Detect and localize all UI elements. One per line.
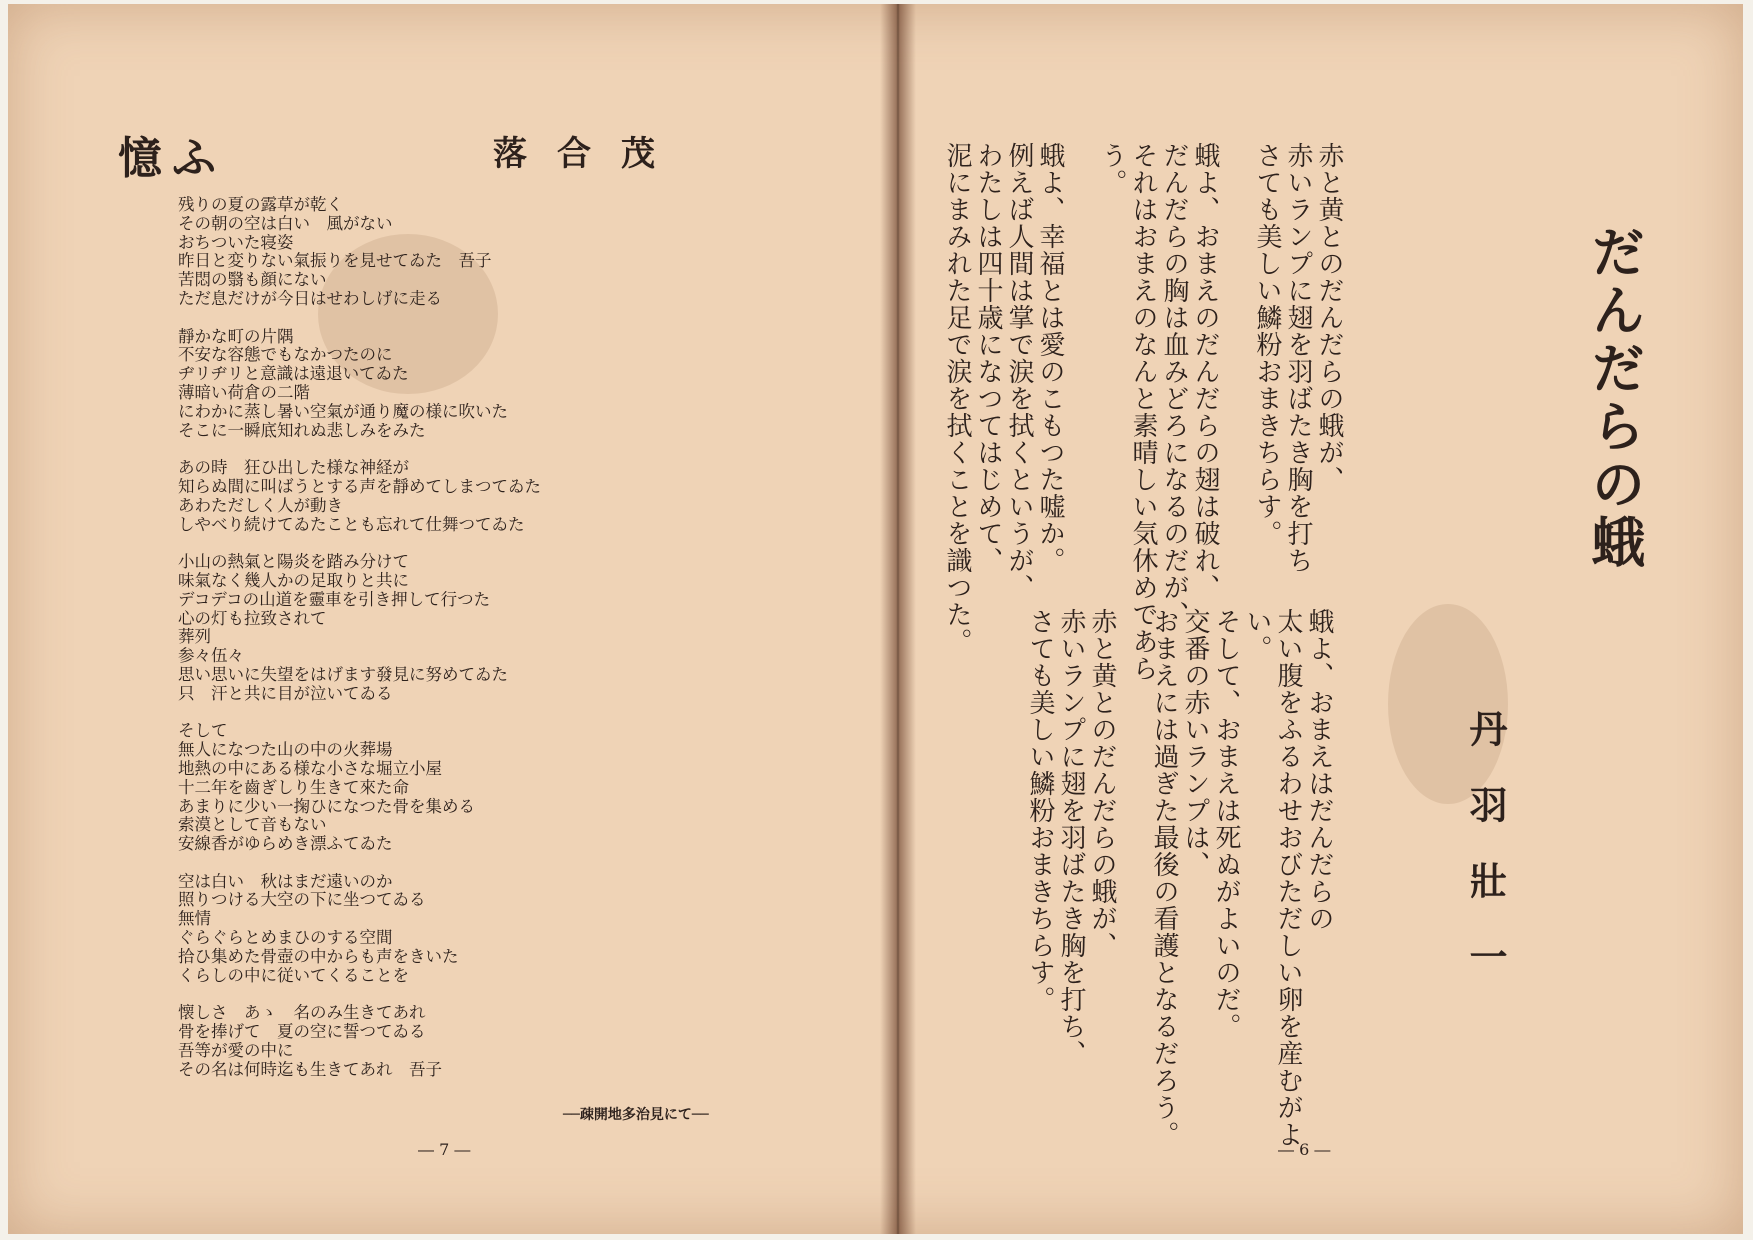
book-spread xyxy=(8,4,1743,1234)
poem-line: その名は何時迄も生きてあれ 吾子 xyxy=(178,1059,442,1079)
poem-line: 索漠として音もない xyxy=(178,815,327,835)
poem-line: 不安な容態でもなかつたのに xyxy=(178,345,393,365)
poem-stanza xyxy=(178,196,798,309)
poem-stanza xyxy=(178,1004,798,1079)
poem-author-right: 丹羽壯一 xyxy=(1463,709,1507,1013)
right-page xyxy=(916,4,1743,1234)
poem-stanza xyxy=(178,722,798,854)
poem-column: さても美しい鱗粉おまきちらす。 xyxy=(1025,608,1055,1013)
poem-line: 照りつける大空の下に坐つてゐる xyxy=(178,890,426,910)
poem-column: 蛾よ、幸福とは愛のこもつた嘘か。 xyxy=(1035,142,1065,574)
poem-line: 只 汗と共に目が泣いてゐる xyxy=(178,683,393,703)
poem-title-right: だんだらの蛾 xyxy=(1583,224,1646,572)
poem-line: 味氣なく幾人かの足取りと共に xyxy=(178,570,409,590)
poem-column: 赤と黄とのだんだらの蛾が、 xyxy=(1314,142,1344,493)
poem-line: 参々伍々 xyxy=(178,646,244,666)
poem-column: 例えば人間は掌で涙を拭くというが、 xyxy=(1004,142,1034,601)
poem-line: 知らぬ間に叫ばうとする声を靜めてしまつてゐた xyxy=(178,476,541,496)
poem-column: 蛾よ、おまえはだんだらの xyxy=(1304,608,1334,932)
poem-stanza xyxy=(178,873,798,986)
poem-location-note: ──疎開地多治見にて── xyxy=(563,1107,709,1123)
poem-line: 薄暗い荷倉の二階 xyxy=(178,382,310,402)
poem-column: それはおまえのなんと素晴しい気休めであら xyxy=(1128,142,1158,682)
poem-line: 苦悶の翳も顔にない xyxy=(178,270,327,290)
poem-line: にわかに蒸し暑い空氣が通り魔の様に吹いた xyxy=(178,401,508,421)
poem-body-left xyxy=(178,196,798,1098)
poem-column: だんだらの胸は血みどろになるのだが、 xyxy=(1159,142,1189,628)
poem-line: ただ息だけが今日はせわしげに走る xyxy=(178,288,442,308)
poem-line: 拾ひ集めた骨壺の中からも声をきいた xyxy=(178,946,459,966)
poem-column: 赤と黄とのだんだらの蛾が、 xyxy=(1087,608,1117,959)
poem-line: くらしの中に従いてくることを xyxy=(178,965,409,985)
poem-line: 心の灯も拉致されて xyxy=(178,608,327,628)
poem-column: 赤いランプに翅を羽ばたき胸を打ち、 xyxy=(1056,608,1086,1067)
poem-line: 残りの夏の露草が乾く xyxy=(178,195,343,214)
poem-line: デコデコの山道を靈車を引き押して行つた xyxy=(178,589,491,609)
poem-line: しやべり続けてゐたことも忘れて仕舞つてゐた xyxy=(178,514,525,534)
poem-line: その朝の空は白い 風がない xyxy=(178,213,393,233)
poem-line: 靜かな町の片隅 xyxy=(178,326,294,346)
poem-column: そして、おまえは死ぬがよいのだ。 xyxy=(1211,608,1241,1040)
page-number-right: ― 6 ― xyxy=(1278,1140,1331,1159)
poem-line: 空は白い 秋はまだ遠いのか xyxy=(178,871,393,891)
page-number-left: ― 7 ― xyxy=(418,1140,471,1159)
poem-column: 太い腹をふるわせおびただしい卵を産むがよ xyxy=(1273,608,1303,1148)
poem-line: ぐらぐらとめまひのする空間 xyxy=(178,928,393,948)
poem-column: 交番の赤いランプは、 xyxy=(1180,608,1210,878)
poem-stanza xyxy=(178,553,798,703)
poem-line: 安線香がゆらめき漂ふてゐた xyxy=(178,834,393,854)
poem-line: 葬列 xyxy=(178,627,211,647)
poem-line: 懐しさ あゝ 名のみ生きてあれ xyxy=(178,1003,426,1023)
poem-column: さても美しい鱗粉おまきちらす。 xyxy=(1252,142,1282,547)
poem-line: ヂリヂリと意識は遠退いてゐた xyxy=(178,364,409,384)
poem-column: 赤いランプに翅を羽ばたき胸を打ち xyxy=(1283,142,1313,574)
poem-column: う。 xyxy=(1097,142,1127,196)
poem-column: わたしは四十歳になつてはじめて、 xyxy=(973,142,1003,574)
poem-line: あわただしく人が動き xyxy=(178,495,343,515)
poem-line: 骨を捧げて 夏の空に誓つてゐる xyxy=(178,1022,426,1042)
poem-line: 地熱の中にある様な小さな堀立小屋 xyxy=(178,758,442,778)
poem-line: 無情 xyxy=(178,909,211,929)
poem-stanza xyxy=(178,459,798,534)
poem-line: 小山の熱氣と陽炎を踏み分けて xyxy=(178,552,409,572)
poem-column: い。 xyxy=(1242,608,1272,662)
left-page xyxy=(8,4,880,1234)
poem-line: 無人になつた山の中の火葬場 xyxy=(178,740,393,760)
poem-stanza xyxy=(178,328,798,441)
poem-column: 泥にまみれた足で涙を拭くことを識つた。 xyxy=(942,142,972,655)
poem-line: 昨日と変りない氣振りを見せてゐた 吾子 xyxy=(178,251,492,271)
poem-column: おまえには過ぎた最後の看護となるだろう。 xyxy=(1149,608,1179,1148)
poem-line: あの時 狂ひ出した様な神経が xyxy=(178,458,409,478)
poem-line: そして xyxy=(178,721,228,741)
poem-column: 蛾よ、おまえのだんだらの翅は破れ、 xyxy=(1190,142,1220,601)
poem-line: おちついた寝姿 xyxy=(178,232,294,252)
poem-line: そこに一瞬底知れぬ悲しみをみた xyxy=(178,420,426,440)
poem-title-left: 憶ふ xyxy=(118,133,226,184)
poem-line: 吾等が愛の中に xyxy=(178,1040,294,1060)
book-spine xyxy=(880,4,916,1234)
poem-line: あまりに少い一掬ひになつた骨を集める xyxy=(178,796,475,816)
poem-line: 十二年を齒ぎしり生きて來た命 xyxy=(178,777,409,797)
poem-line: 思い思いに失望をはげます發見に努めてゐた xyxy=(178,664,508,684)
poem-author-left: 落合茂 xyxy=(493,134,685,174)
